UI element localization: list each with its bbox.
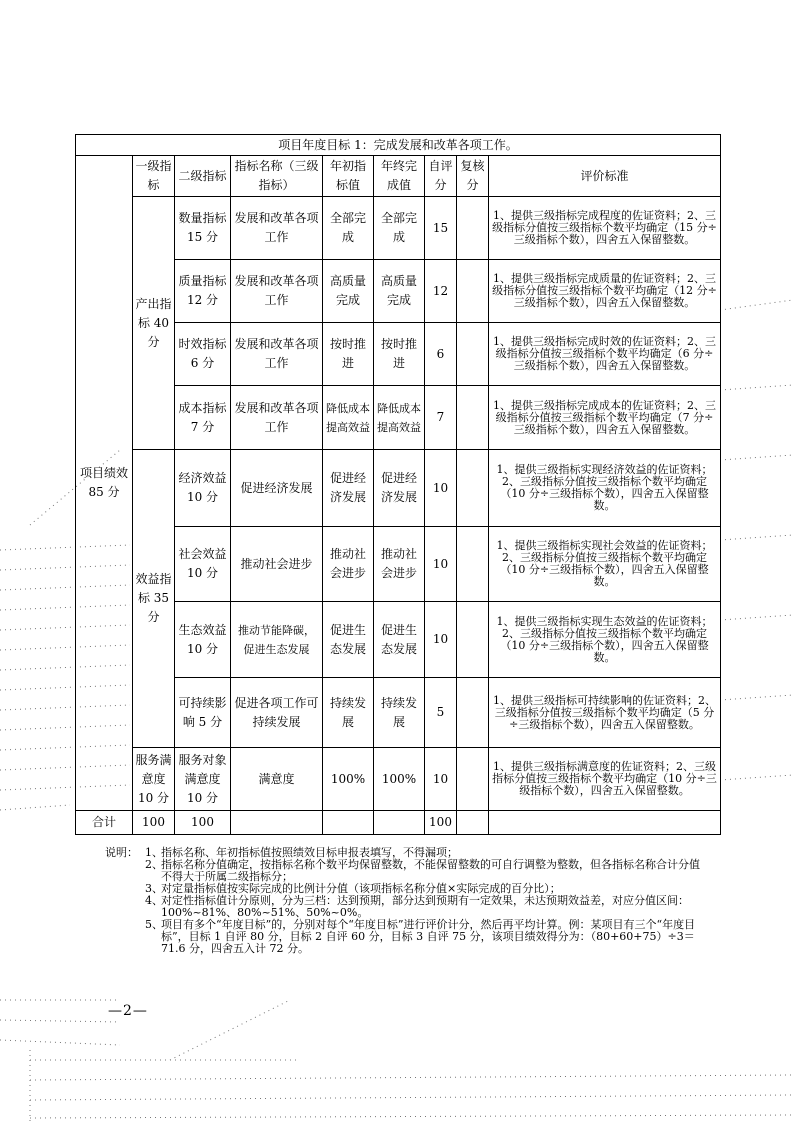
- note-item: [105, 919, 705, 955]
- table-row: [76, 450, 721, 527]
- row-level2: 生态效益 10 分: [175, 602, 231, 678]
- row-self-score: 10: [425, 527, 457, 602]
- row-review-score: [457, 386, 489, 450]
- row-initial-value: 促进经济发展: [323, 450, 374, 527]
- note-item: [105, 859, 705, 883]
- row-indicator-name: 发展和改革各项工作: [231, 260, 323, 323]
- row-level2: 质量指标 12 分: [175, 260, 231, 323]
- group-output: 产出指标 40 分: [133, 197, 175, 450]
- row-self-score: 6: [425, 323, 457, 386]
- note-number: 4、: [145, 894, 163, 907]
- row-initial-value: 推动社会进步: [323, 527, 374, 602]
- row-indicator-name: 促进各项工作可持续发展: [231, 678, 323, 748]
- row-standard: 1、提供三级指标满意度的佐证资料；2、三级指标分值按三级指标个数平均确定（10 分÷三级指标个数），四舍五入保留整数。: [489, 748, 721, 811]
- note-text: 对定性指标值计分原则，分为三档：达到预期，部分达到预期有一定效果，未达预期效益差，对应分值区间：100%~81%、80%~51%、50%~0%。: [161, 894, 689, 919]
- total-empty: [489, 811, 721, 835]
- row-review-score: [457, 260, 489, 323]
- row-review-score: [457, 678, 489, 748]
- total-row: [76, 811, 721, 835]
- row-indicator-name: 满意度: [231, 748, 323, 811]
- total-empty: [323, 811, 374, 835]
- row-self-score: 5: [425, 678, 457, 748]
- row-final-value: 100%: [374, 748, 425, 811]
- note-number: 5、: [145, 918, 163, 931]
- header-initial-value: 年初指标值: [323, 156, 374, 197]
- total-empty: [374, 811, 425, 835]
- row-standard: 1、提供三级指标完成程度的佐证资料；2、三级指标分值按三级指标个数平均确定（15 分÷三级指标个数），四舍五入保留整数。: [489, 197, 721, 260]
- row-indicator-name: 发展和改革各项工作: [231, 386, 323, 450]
- row-level2: 时效指标 6 分: [175, 323, 231, 386]
- header-review-score: 复核分: [457, 156, 489, 197]
- row-final-value: 高质量完成: [374, 260, 425, 323]
- row-self-score: 10: [425, 748, 457, 811]
- row-indicator-name: 推动节能降碳，促进生态发展: [231, 602, 323, 678]
- note-item: [105, 895, 705, 919]
- group-service: 服务满意度 10 分: [133, 748, 175, 811]
- table-row: [76, 197, 721, 260]
- total-empty: [457, 811, 489, 835]
- row-standard: 1、提供三级指标实现经济效益的佐证资料；2、三级指标分值按三级指标个数平均确定（10 分÷三级指标个数），四舍五入保留整数。: [489, 450, 721, 527]
- row-review-score: [457, 197, 489, 260]
- row-self-score: 7: [425, 386, 457, 450]
- row-review-score: [457, 527, 489, 602]
- row-initial-value: 高质量完成: [323, 260, 374, 323]
- notes-section: [105, 847, 705, 955]
- row-final-value: 推动社会进步: [374, 527, 425, 602]
- note-text: 对定量指标值按实际完成的比例计分值（该项指标名称分值×实际完成的百分比）；: [161, 882, 561, 895]
- note-number: 1、: [145, 846, 163, 859]
- table-title: 项目年度目标 1：完成发展和改革各项工作。: [76, 135, 721, 156]
- page-number: —2—: [108, 1003, 148, 1019]
- row-self-score: 10: [425, 602, 457, 678]
- row-review-score: [457, 602, 489, 678]
- row-indicator-name: 促进经济发展: [231, 450, 323, 527]
- row-self-score: 10: [425, 450, 457, 527]
- notes-lead: 说明：: [105, 846, 138, 859]
- total-label: 合计: [76, 811, 133, 835]
- row-level2: 社会效益 10 分: [175, 527, 231, 602]
- performance-evaluation-table: [75, 134, 721, 835]
- total-empty: [231, 811, 323, 835]
- row-indicator-name: 发展和改革各项工作: [231, 197, 323, 260]
- row-initial-value: 按时推进: [323, 323, 374, 386]
- note-text: 指标名称、年初指标值按照绩效目标申报表填写，不得漏项；: [161, 846, 458, 859]
- group-benefit: 效益指标 35 分: [133, 450, 175, 748]
- header-evaluation-standard: 评价标准: [489, 156, 721, 197]
- row-standard: 1、提供三级指标完成时效的佐证资料；2、三级指标分值按三级指标个数平均确定（6 分÷三级指标个数），四舍五入保留整数。: [489, 323, 721, 386]
- row-final-value: 持续发展: [374, 678, 425, 748]
- row-initial-value: 全部完成: [323, 197, 374, 260]
- row-review-score: [457, 748, 489, 811]
- row-final-value: 按时推进: [374, 323, 425, 386]
- row-self-score: 12: [425, 260, 457, 323]
- note-text: 项目有多个“年度目标”的，分别对每个“年度目标”进行评价计分，然后再平均计算。例：某项目有三个“年度目标”，目标 1 自评 80 分，目标 2 自评 60 分，目标 3 自评 75 分，该项目绩效得分为：（80+60+75）÷3＝71.6 分，四舍五入计 72 分。: [161, 918, 696, 955]
- header-self-score: 自评分: [425, 156, 457, 197]
- row-final-value: 促进生态发展: [374, 602, 425, 678]
- total-self-score: 100: [425, 811, 457, 835]
- header-level1: 一级指标: [133, 156, 175, 197]
- row-standard: 1、提供三级指标完成成本的佐证资料；2、三级指标分值按三级指标个数平均确定（7 分÷三级指标个数），四舍五入保留整数。: [489, 386, 721, 450]
- row-final-value: 促进经济发展: [374, 450, 425, 527]
- row-standard: 1、提供三级指标完成质量的佐证资料；2、三级指标分值按三级指标个数平均确定（12 分÷三级指标个数），四舍五入保留整数。: [489, 260, 721, 323]
- row-indicator-name: 发展和改革各项工作: [231, 323, 323, 386]
- note-number: 3、: [145, 882, 163, 895]
- header-final-value: 年终完成值: [374, 156, 425, 197]
- row-standard: 1、提供三级指标可持续影响的佐证资料；2、三级指标分值按三级指标个数平均确定（5 分÷三级指标个数），四舍五入保留整数。: [489, 678, 721, 748]
- row-initial-value: 降低成本提高效益: [323, 386, 374, 450]
- project-performance-cell: 项目绩效 85 分: [76, 156, 133, 811]
- row-self-score: 15: [425, 197, 457, 260]
- row-initial-value: 持续发展: [323, 678, 374, 748]
- row-review-score: [457, 323, 489, 386]
- header-indicator-name: 指标名称（三级指标）: [231, 156, 323, 197]
- row-standard: 1、提供三级指标实现生态效益的佐证资料；2、三级指标分值按三级指标个数平均确定（10 分÷三级指标个数），四舍五入保留整数。: [489, 602, 721, 678]
- header-level2: 二级指标: [175, 156, 231, 197]
- row-level2: 成本指标 7 分: [175, 386, 231, 450]
- row-level2: 服务对象满意度 10 分: [175, 748, 231, 811]
- total-level2: 100: [175, 811, 231, 835]
- row-level2: 数量指标 15 分: [175, 197, 231, 260]
- row-final-value: 全部完成: [374, 197, 425, 260]
- note-text: 指标名称分值确定，按指标名称个数平均保留整数，不能保留整数的可自行调整为整数，但各指标名称合计分值不得大于所属二级指标分；: [161, 858, 700, 883]
- total-level1: 100: [133, 811, 175, 835]
- row-level2: 可持续影响 5 分: [175, 678, 231, 748]
- note-number: 2、: [145, 858, 163, 871]
- row-level2: 经济效益 10 分: [175, 450, 231, 527]
- row-review-score: [457, 450, 489, 527]
- table-row: [76, 748, 721, 811]
- row-standard: 1、提供三级指标实现社会效益的佐证资料；2、三级指标分值按三级指标个数平均确定（10 分÷三级指标个数），四舍五入保留整数。: [489, 527, 721, 602]
- row-initial-value: 100%: [323, 748, 374, 811]
- row-initial-value: 促进生态发展: [323, 602, 374, 678]
- row-indicator-name: 推动社会进步: [231, 527, 323, 602]
- row-final-value: 降低成本提高效益: [374, 386, 425, 450]
